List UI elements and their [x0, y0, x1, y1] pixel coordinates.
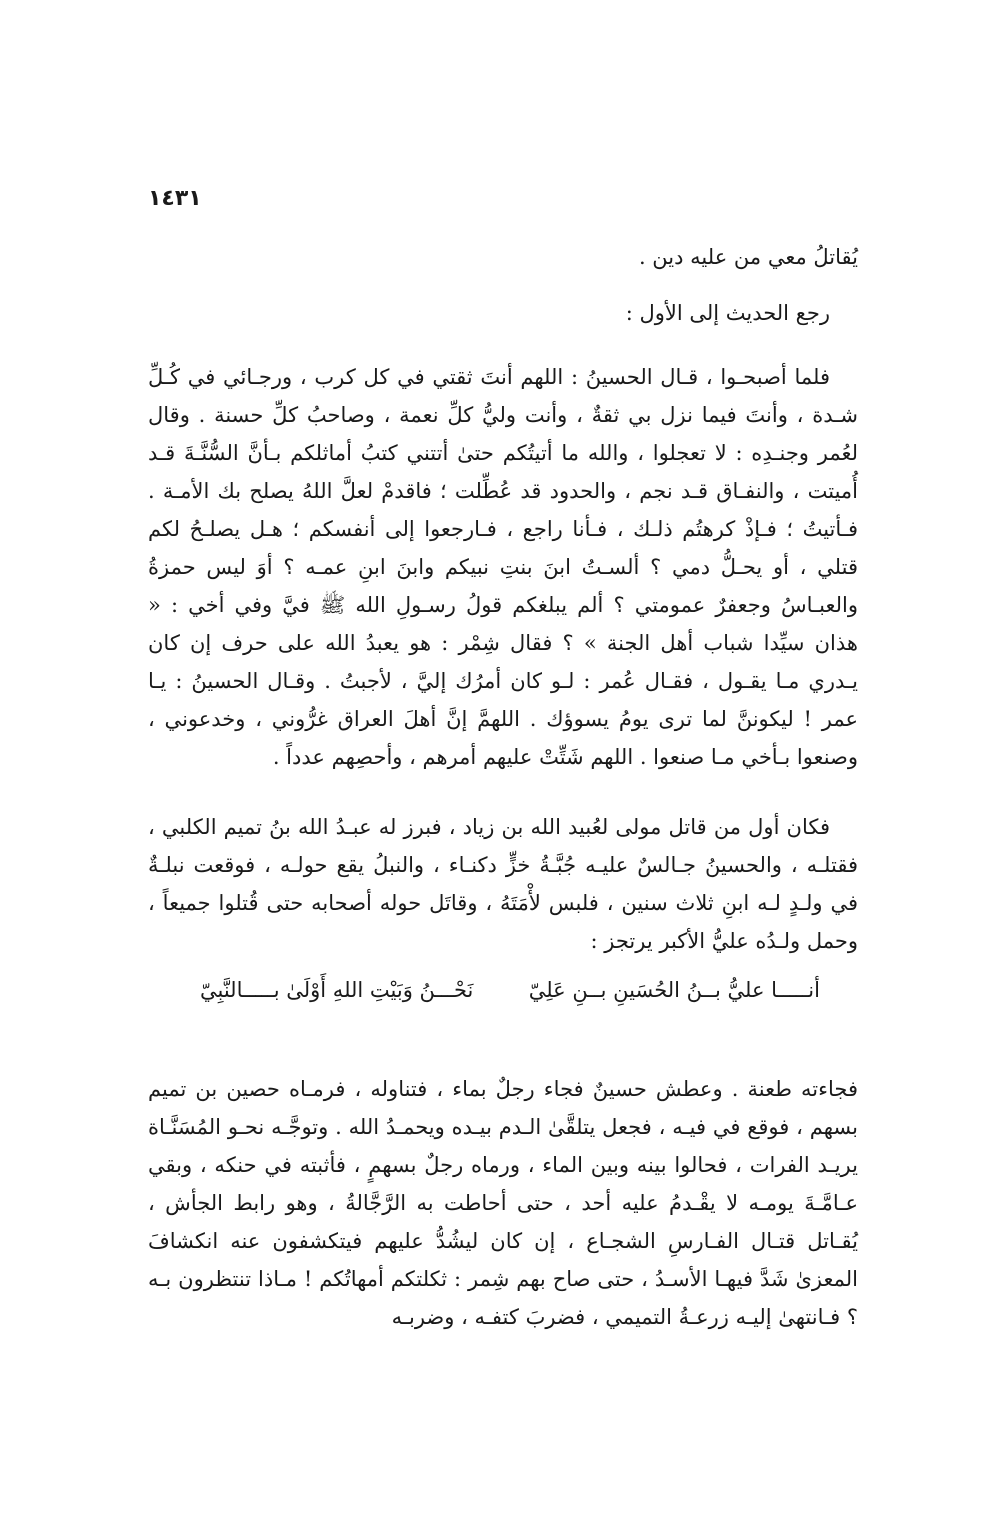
page-number: ١٤٣١: [148, 186, 202, 211]
paragraph-first-fighter: [148, 808, 858, 960]
paragraph-text: رجع الحديث إلى الأول :: [625, 301, 830, 325]
poetry-verse: [200, 978, 820, 1022]
paragraph-continuation: [148, 238, 858, 276]
verse-first-hemistich: أنـــــا عليُّ بــنُ الحُسَينِ بــنِ عَلِيّ: [528, 978, 820, 1002]
paragraph-husayn-speech: [148, 358, 858, 776]
paragraph-husayn-thirst: [148, 1070, 858, 1336]
paragraph-text: فجاءته طعنة . وعطش حسينٌ فجاء رجلٌ بماء ، فتناوله ، فرمـاه حصين بن تميم بسهم ، فوقع في فيـه ، فجعل يتلقَّىٰ الـدم بيـده ويحمـدُ الله . وتوجَّـه نحـو المُسَنَّـاة يريـد الفرات ، فحالوا بينه وبين الماء ، ورماه رجلٌ بسهمٍ ، فأثبته في حنكه ، وبقي عـامَّـةَ يومـه لا يقْـدمُ عليه أحد ، حتى أحاطت به الرَّجَّالةُ ، وهو رابط الجأش ، يُقـاتل قتـال الفـارسِ الشجـاع ، إن كان ليشُدُّ عليهم فيتكشفون عنه انكشافَ المعزىٰ شَدَّ فيهـا الأسـدُ ، حتى صاح بهم شِمر : ثكلتكم أمهاتُكم ! مـاذا تنتظرون بـه ؟ فـانتهىٰ إليـه زرعـةُ التميمي ، فضربَ كتفـه ، وضربـه: [148, 1077, 859, 1329]
paragraph-text: يُقاتلُ معي من عليه دين .: [638, 245, 858, 269]
verse-second-hemistich: نَحْـــنُ وَبَيْتِ اللهِ أَوْلَىٰ بـــــالنَّبِيّ: [200, 978, 474, 1002]
paragraph-section-heading: [148, 294, 858, 332]
paragraph-text: فكان أول من قاتل مولى لعُبيد الله بن زياد ، فبرز له عبـدُ الله بنُ تميم الكلبي ، فقتلـه ، والحسينُ جـالسٌ عليـه جُبَّـةُ خزٍّ دكنـاء ، والنبلُ يقع حولـه ، فوقعت نبلـةٌ في ولـدٍ لـه ابنِ ثلاث سنين ، فلبس لأْمَتَهُ ، وقاتَل حوله أصحابه حتى قُتلوا جميعاً ، وحمل ولـدُه عليُّ الأكبر يرتجز :: [148, 815, 858, 953]
paragraph-text: فلما أصبحـوا ، قـال الحسينُ : اللهم أنتَ ثقتي في كل كرب ، ورجـائي في كُـلِّ شـدة ، وأنتَ فيما نزل بي ثقةٌ ، وأنت وليُّ كلِّ نعمة ، وصاحبُ كلِّ حسنة . وقال لعُمر وجنـدِه : لا تعجلوا ، والله ما أتيتُكم حتىٰ أتتني كتبُ أماثلكم بـأنَّ السُّنَّـةَ قـد أُميتت ، والنفـاق قـد نجم ، والحدود قد عُطِّلت ؛ فاقدمْ لعلَّ اللهُ يصلح بك الأمـة . فـأتيتُ ؛ فـإذْ كرهتُم ذلـك ، فـأنا راجع ، فـارجعوا إلى أنفسكم ؛ هـل يصلـحُ لكم قتلي ، أو يحـلُّ دمي ؟ ألسـتُ ابنَ بنتِ نبيكم وابنَ ابنِ عمـه ؟ أوَ ليس حمزةُ والعبـاسُ وجعفرٌ عمومتي ؟ ألم يبلغكم قولُ رسـولِ الله ﷺ فيَّ وفي أخي : « هذان سيِّدا شباب أهل الجنة » ؟ فقال شِمْر : هو يعبدُ الله على حرف إن كان يـدري مـا يقـول ، فقـال عُمر : لـو كان أمرُك إليَّ ، لأجبتُ . وقـال الحسينُ : يـا عمر ! ليكوننَّ لما ترى يومُ يسوؤك . اللهمَّ إنَّ أهلَ العراق غرُّوني ، وخدعوني ، وصنعوا بـأخي مـا صنعوا . اللهم شَتِّتْ عليهم أمرهم ، وأحصِهم عدداً .: [148, 365, 858, 769]
